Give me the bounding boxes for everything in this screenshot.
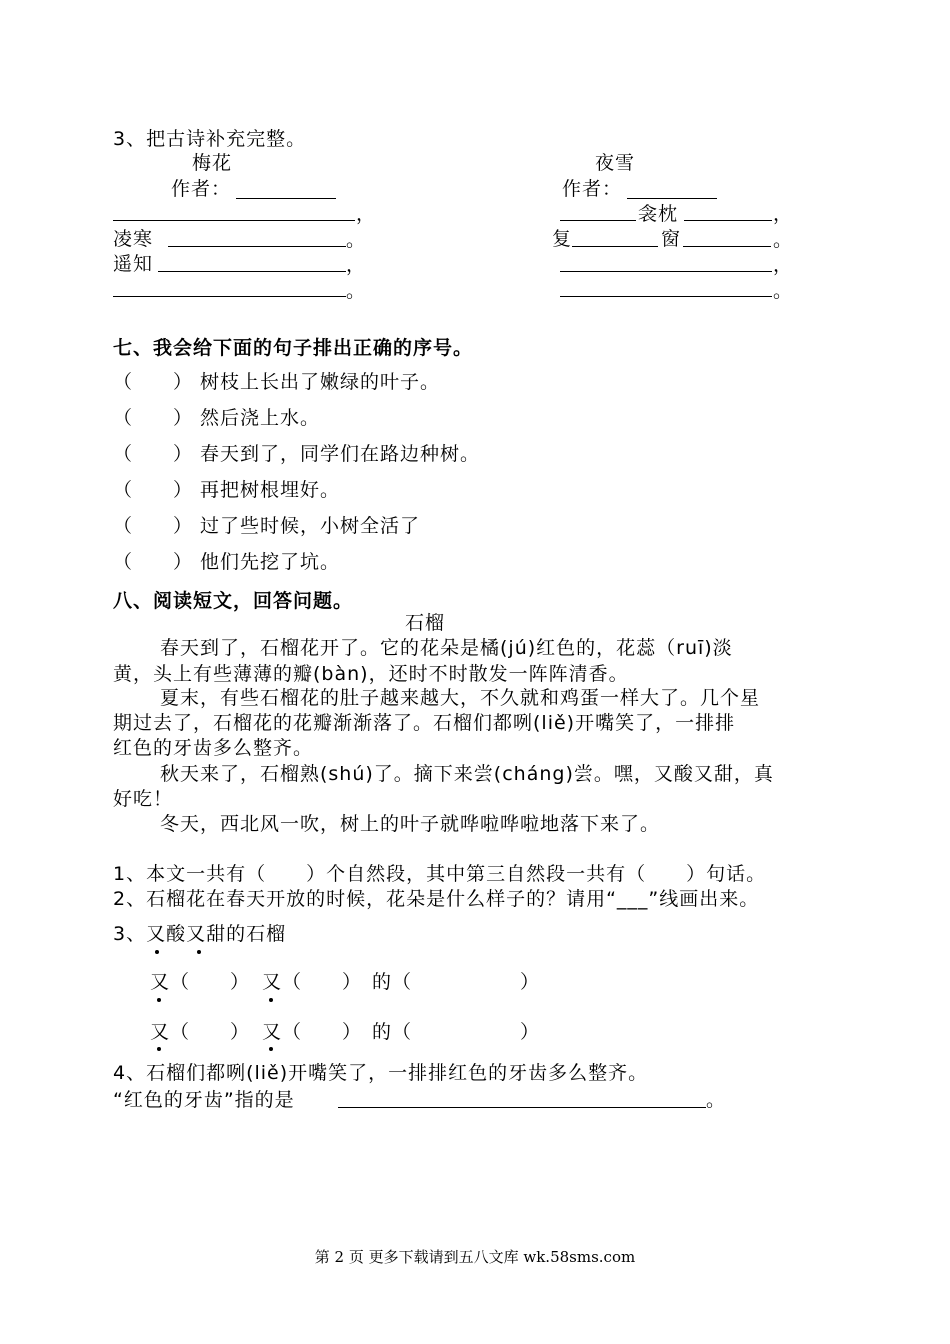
order-item-4: 再把树根埋好。 bbox=[200, 479, 341, 501]
poem2-line1-blank-a[interactable] bbox=[560, 220, 636, 221]
question-4-prompt: “红色的牙齿”指的是 bbox=[113, 1089, 295, 1111]
passage-para2-line1: 夏末，有些石榴花的肚子越来越大，不久就和鸡蛋一样大了。几个星 bbox=[160, 687, 761, 709]
poem1-line2-start: 凌寒 bbox=[113, 228, 154, 250]
pattern1-close: ） bbox=[520, 971, 541, 993]
passage-para3-line1: 秋天来了，石榴熟(shú)了。摘下来尝(cháng)尝。嘿，又酸又甜，真 bbox=[160, 763, 774, 785]
poem2-line4-period: 。 bbox=[773, 280, 794, 302]
poem2-line1-mid: 衾枕 bbox=[638, 203, 679, 225]
order-bracket-1[interactable]: （ ） bbox=[113, 371, 194, 393]
question-4: 4、石榴们都咧(liě)开嘴笑了，一排排红色的牙齿多么整齐。 bbox=[113, 1062, 649, 1084]
pattern2-de: 的 bbox=[372, 1021, 393, 1043]
section7-title: 七、我会给下面的句子排出正确的序号。 bbox=[113, 337, 474, 359]
poem1-line3-start: 遥知 bbox=[113, 253, 154, 275]
poem1-title: 梅花 bbox=[192, 152, 233, 174]
poem2-author-blank[interactable] bbox=[627, 198, 717, 199]
pattern1-open[interactable]: （ bbox=[392, 971, 413, 993]
poem2-line3-blank[interactable] bbox=[560, 271, 772, 272]
passage-para2-line3: 红色的牙齿多么整齐。 bbox=[113, 737, 314, 759]
section8-title: 八、阅读短文，回答问题。 bbox=[113, 590, 354, 612]
poem2-title: 夜雪 bbox=[595, 152, 636, 174]
poem1-line4-period: 。 bbox=[346, 280, 367, 302]
pattern2-blank-b[interactable]: （ ） bbox=[282, 1021, 363, 1043]
poem2-line2-blank-a[interactable] bbox=[572, 246, 658, 247]
poem2-line2-blank-b[interactable] bbox=[683, 246, 771, 247]
poem1-line3-comma: ， bbox=[346, 254, 367, 276]
pattern2-open[interactable]: （ bbox=[392, 1021, 413, 1043]
order-bracket-6[interactable]: （ ） bbox=[113, 551, 194, 573]
page-footer: 第 2 页 更多下载请到五八文库 wk.58sms.com bbox=[314, 1248, 636, 1266]
poem2-line1-blank-b[interactable] bbox=[684, 220, 772, 221]
poem1-author-blank[interactable] bbox=[236, 198, 336, 199]
order-bracket-4[interactable]: （ ） bbox=[113, 479, 194, 501]
poem1-line1-comma: ， bbox=[356, 203, 377, 225]
emphasis-dot bbox=[155, 950, 159, 954]
emphasis-dot bbox=[269, 998, 273, 1002]
order-item-3: 春天到了，同学们在路边种树。 bbox=[200, 443, 481, 465]
poem1-line2-blank[interactable] bbox=[168, 246, 346, 247]
order-item-2: 然后浇上水。 bbox=[200, 407, 321, 429]
pattern1-you-b: 又 bbox=[262, 971, 283, 993]
order-item-5: 过了些时候，小树全活了 bbox=[200, 515, 421, 537]
poem2-line2-mid: 窗 bbox=[661, 228, 682, 250]
question-1: 1、本文一共有（ ）个自然段，其中第三自然段一共有（ ）句话。 bbox=[113, 863, 767, 885]
passage-para1-line2: 黄，头上有些薄薄的瓣(bàn)，还时不时散发一阵阵清香。 bbox=[113, 663, 629, 685]
question-3: 3、又酸又甜的石榴 bbox=[113, 923, 287, 945]
emphasis-dot bbox=[197, 950, 201, 954]
passage-para1-line1: 春天到了，石榴花开了。它的花朵是橘(jú)红色的，花蕊（ruī)淡 bbox=[160, 637, 733, 659]
pattern2-close: ） bbox=[520, 1021, 541, 1043]
pattern1-de: 的 bbox=[372, 971, 393, 993]
pattern2-you-b: 又 bbox=[262, 1021, 283, 1043]
poem1-line2-period: 。 bbox=[346, 229, 367, 251]
poem2-line2-period: 。 bbox=[773, 229, 794, 251]
passage-title: 石榴 bbox=[405, 612, 446, 634]
pattern1-you-a: 又 bbox=[150, 971, 171, 993]
question-4-period: 。 bbox=[706, 1089, 727, 1111]
poem2-line4-blank[interactable] bbox=[560, 296, 772, 297]
pattern1-blank-a[interactable]: （ ） bbox=[170, 971, 251, 993]
pattern2-blank-a[interactable]: （ ） bbox=[170, 1021, 251, 1043]
emphasis-dot bbox=[269, 1047, 273, 1051]
order-bracket-2[interactable]: （ ） bbox=[113, 407, 194, 429]
poem2-author-label: 作者： bbox=[562, 178, 623, 200]
passage-para2-line2: 期过去了，石榴花的花瓣渐渐落了。石榴们都咧(liě)开嘴笑了，一排排 bbox=[113, 712, 736, 734]
poem2-line3-comma: ， bbox=[773, 254, 794, 276]
q3-title: 3、把古诗补充完整。 bbox=[113, 128, 307, 150]
poem2-line1-comma: ， bbox=[773, 203, 794, 225]
poem1-line4-blank[interactable] bbox=[113, 296, 346, 297]
order-item-1: 树枝上长出了嫩绿的叶子。 bbox=[200, 371, 441, 393]
poem1-line1-blank[interactable] bbox=[113, 220, 355, 221]
poem1-line3-blank[interactable] bbox=[158, 271, 346, 272]
order-bracket-5[interactable]: （ ） bbox=[113, 515, 194, 537]
order-bracket-3[interactable]: （ ） bbox=[113, 443, 194, 465]
question-2: 2、石榴花在春天开放的时候，花朵是什么样子的？请用“___”线画出来。 bbox=[113, 888, 760, 910]
poem2-line2-start: 复 bbox=[552, 228, 573, 250]
question-4-answer-blank[interactable] bbox=[338, 1107, 706, 1108]
passage-para3-line2: 好吃！ bbox=[113, 788, 174, 810]
pattern2-you-a: 又 bbox=[150, 1021, 171, 1043]
poem1-author-label: 作者： bbox=[171, 178, 232, 200]
pattern1-blank-b[interactable]: （ ） bbox=[282, 971, 363, 993]
order-item-6: 他们先挖了坑。 bbox=[200, 551, 341, 573]
emphasis-dot bbox=[157, 1047, 161, 1051]
passage-para4-line1: 冬天，西北风一吹，树上的叶子就哗啦哗啦地落下来了。 bbox=[160, 813, 661, 835]
emphasis-dot bbox=[157, 998, 161, 1002]
